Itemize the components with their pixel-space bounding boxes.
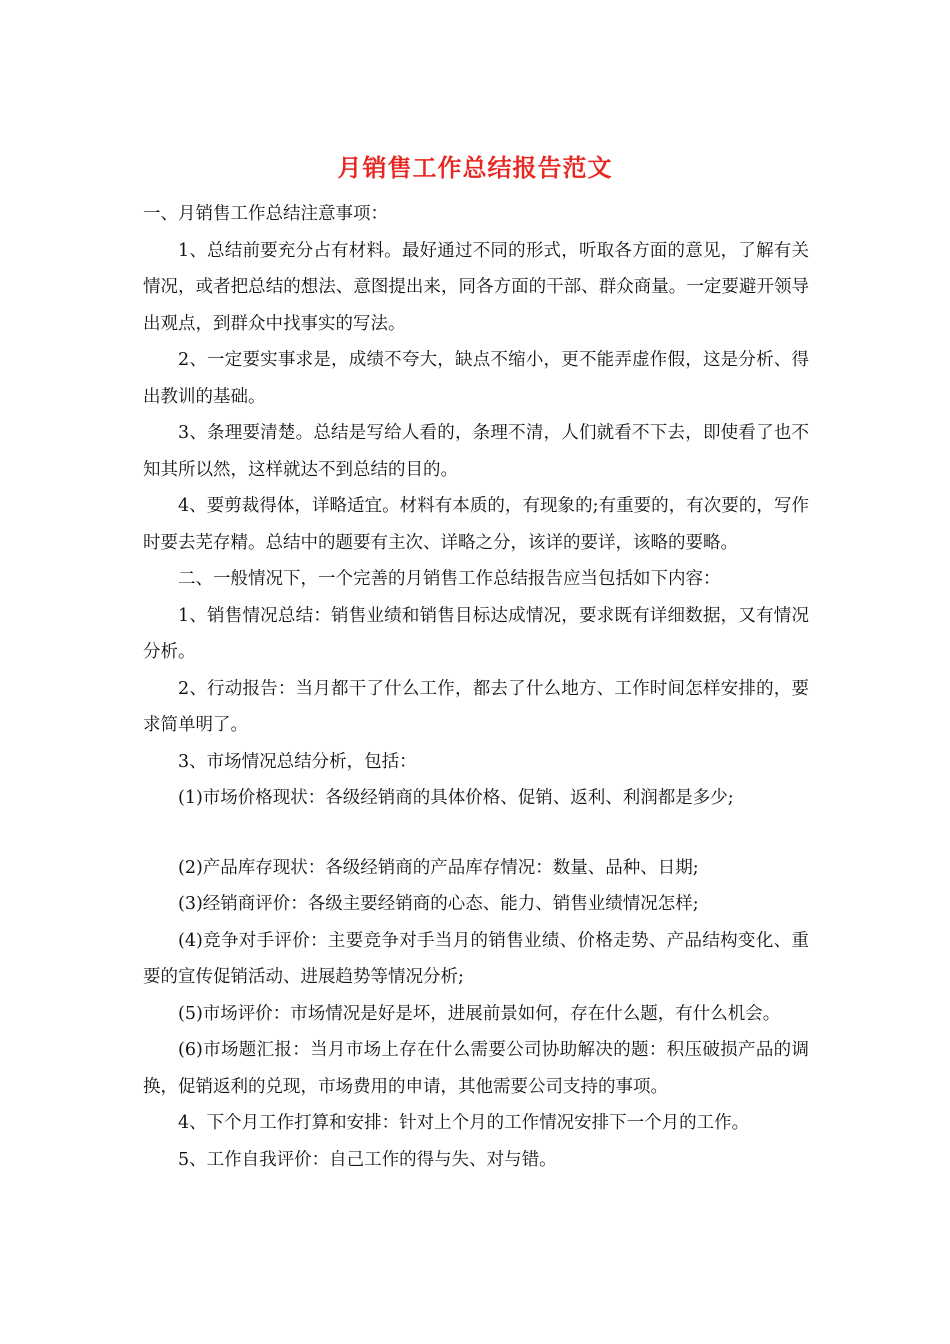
paragraph-3: 3、条理要清楚。总结是写给人看的，条理不清，人们就看不下去，即使看了也不知其所以然，这样就达不到总结的目的。 (143, 423, 809, 480)
paragraph-7: 3、市场情况总结分析，包括： (178, 751, 417, 772)
document-body (143, 196, 809, 1178)
paragraph-4: 4、要剪裁得体，详略适宜。材料有本质的，有现象的;有重要的，有次要的，写作时要去芜存精。总结中的题要有主次、详略之分，该详的要详，该略的要略。 (143, 496, 809, 553)
list-item-5: (5)市场评价：市场情况是好是坏，进展前景如何，存在什么题，有什么机会。 (178, 1003, 781, 1024)
section-heading-2: 二、一般情况下，一个完善的月销售工作总结报告应当包括如下内容： (178, 569, 721, 589)
paragraph-1: 1、总结前要充分占有材料。最好通过不同的形式，听取各方面的意见，了解有关情况，或者把总结的想法、意图提出来，同各方面的干部、群众商量。一定要避开领导出观点，到群众中找事实的写法。 (143, 240, 809, 334)
blank-line (143, 817, 809, 850)
section-heading-1: 一、月销售工作总结注意事项： (143, 204, 388, 224)
paragraph-9: 5、工作自我评价：自己工作的得与失、对与错。 (178, 1149, 557, 1170)
list-item-2: (2)产品库存现状：各级经销商的产品库存情况：数量、品种、日期; (178, 857, 699, 878)
paragraph-8: 4、下个月工作打算和安排：针对上个月的工作情况安排下一个月的工作。 (178, 1113, 750, 1133)
paragraph-2: 2、一定要实事求是，成绩不夸大，缺点不缩小，更不能弄虚作假，这是分析、得出教训的基础。 (143, 350, 809, 407)
paragraph-5: 1、销售情况总结：销售业绩和销售目标达成情况，要求既有详细数据，又有情况分析。 (143, 605, 809, 662)
list-item-1: (1)市场价格现状：各级经销商的具体价格、促销、返利、利润都是多少; (178, 788, 734, 808)
document-title: 月销售工作总结报告范文 (337, 153, 613, 182)
paragraph-6: 2、行动报告：当月都干了什么工作，都去了什么地方、工作时间怎样安排的，要求简单明了。 (143, 678, 809, 735)
list-item-4: (4)竞争对手评价：主要竞争对手当月的销售业绩、价格走势、产品结构变化、重要的宣传促销活动、进展趋势等情况分析; (143, 930, 809, 987)
list-item-3: (3)经销商评价：各级主要经销商的心态、能力、销售业绩情况怎样; (178, 894, 699, 914)
list-item-6: (6)市场题汇报：当月市场上存在什么需要公司协助解决的题：积压破损产品的调换，促销返利的兑现，市场费用的申请，其他需要公司支持的事项。 (143, 1040, 809, 1097)
